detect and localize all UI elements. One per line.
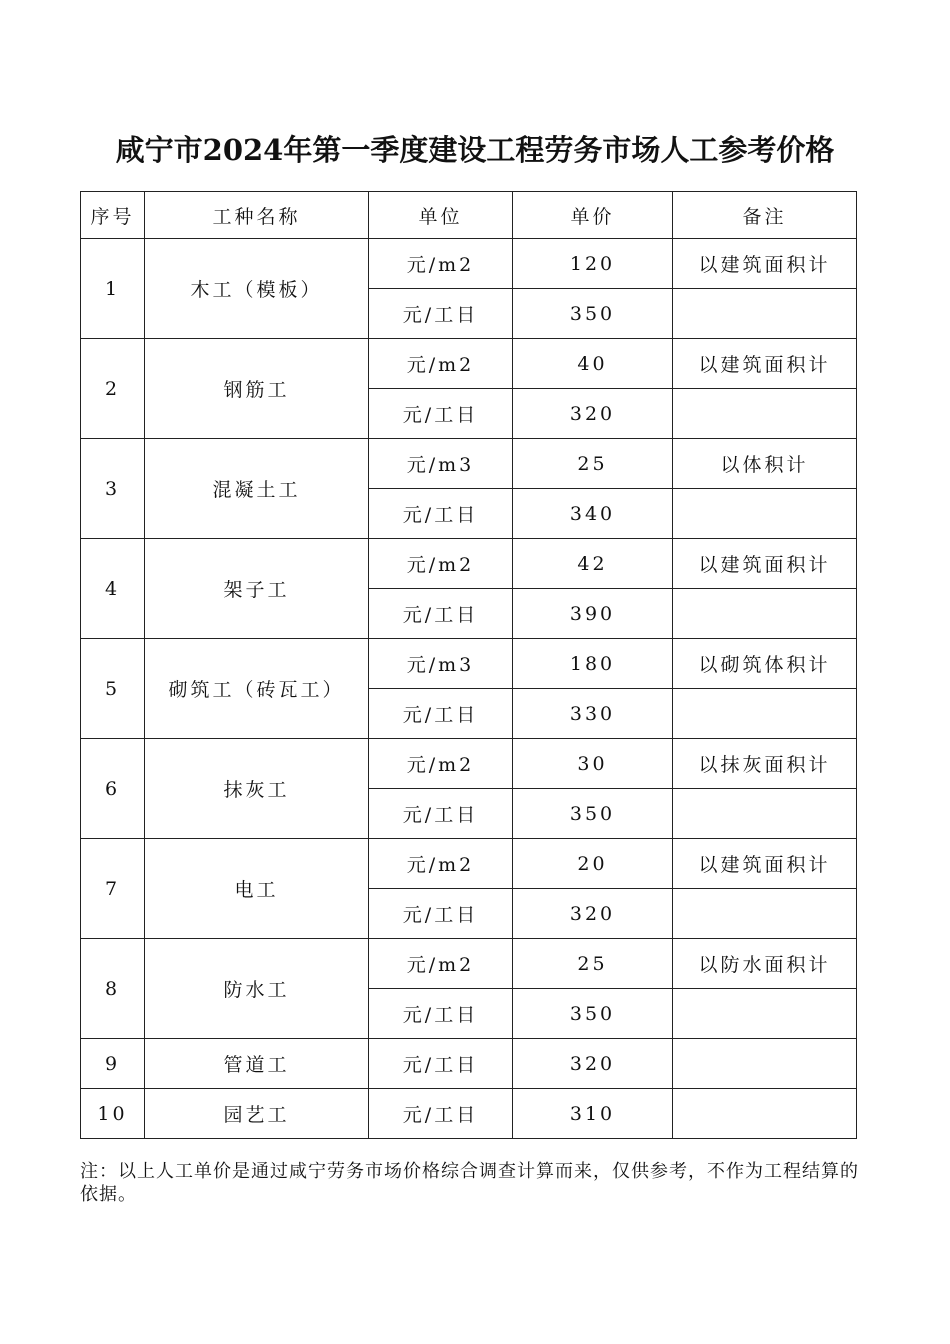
cell-seq: 8 — [81, 939, 145, 1039]
cell-unit: 元/工日 — [369, 589, 513, 639]
cell-price: 350 — [513, 789, 673, 839]
table-row — [81, 439, 857, 489]
cell-unit: 元/工日 — [369, 1039, 513, 1089]
cell-name: 木工（模板） — [145, 239, 369, 339]
cell-price: 25 — [513, 439, 673, 489]
cell-name: 钢筋工 — [145, 339, 369, 439]
cell-seq: 1 — [81, 239, 145, 339]
cell-price: 320 — [513, 389, 673, 439]
cell-unit: 元/工日 — [369, 689, 513, 739]
cell-price: 310 — [513, 1089, 673, 1139]
cell-note — [673, 1089, 857, 1139]
cell-price: 120 — [513, 239, 673, 289]
cell-note: 以防水面积计 — [673, 939, 857, 989]
cell-name: 电工 — [145, 839, 369, 939]
cell-unit: 元/工日 — [369, 389, 513, 439]
table-row — [81, 639, 857, 689]
cell-name: 抹灰工 — [145, 739, 369, 839]
cell-note — [673, 689, 857, 739]
cell-unit: 元/工日 — [369, 889, 513, 939]
price-table — [80, 191, 857, 1139]
table-row — [81, 339, 857, 389]
cell-note — [673, 989, 857, 1039]
cell-note — [673, 889, 857, 939]
cell-seq: 10 — [81, 1089, 145, 1139]
cell-unit: 元/m3 — [369, 639, 513, 689]
cell-note — [673, 589, 857, 639]
header-seq: 序号 — [81, 192, 145, 239]
cell-note: 以建筑面积计 — [673, 239, 857, 289]
cell-seq: 2 — [81, 339, 145, 439]
cell-price: 390 — [513, 589, 673, 639]
cell-unit: 元/工日 — [369, 1089, 513, 1139]
table-row — [81, 739, 857, 789]
table-row — [81, 1089, 857, 1139]
cell-price: 330 — [513, 689, 673, 739]
cell-unit: 元/m2 — [369, 339, 513, 389]
table-row — [81, 839, 857, 889]
header-price: 单价 — [513, 192, 673, 239]
cell-unit: 元/工日 — [369, 489, 513, 539]
cell-name: 砌筑工（砖瓦工） — [145, 639, 369, 739]
header-note: 备注 — [673, 192, 857, 239]
cell-note — [673, 389, 857, 439]
page-title: 咸宁市2024年第一季度建设工程劳务市场人工参考价格 — [115, 133, 835, 167]
table-row — [81, 239, 857, 289]
cell-price: 320 — [513, 1039, 673, 1089]
cell-name: 防水工 — [145, 939, 369, 1039]
table-row — [81, 1039, 857, 1089]
cell-price: 350 — [513, 289, 673, 339]
cell-price: 30 — [513, 739, 673, 789]
cell-unit: 元/工日 — [369, 289, 513, 339]
cell-name: 架子工 — [145, 539, 369, 639]
cell-unit: 元/m2 — [369, 539, 513, 589]
cell-unit: 元/工日 — [369, 989, 513, 1039]
cell-seq: 3 — [81, 439, 145, 539]
cell-price: 40 — [513, 339, 673, 389]
cell-price: 350 — [513, 989, 673, 1039]
cell-seq: 5 — [81, 639, 145, 739]
cell-name: 管道工 — [145, 1039, 369, 1089]
table-header-row — [81, 192, 857, 239]
cell-unit: 元/m3 — [369, 439, 513, 489]
cell-price: 20 — [513, 839, 673, 889]
cell-unit: 元/m2 — [369, 939, 513, 989]
footnote: 注：以上人工单价是通过咸宁劳务市场价格综合调查计算而来，仅供参考，不作为工程结算的依据。 — [80, 1161, 859, 1205]
header-name: 工种名称 — [145, 192, 369, 239]
cell-seq: 4 — [81, 539, 145, 639]
cell-name: 混凝土工 — [145, 439, 369, 539]
cell-note — [673, 489, 857, 539]
cell-note: 以体积计 — [673, 439, 857, 489]
cell-price: 320 — [513, 889, 673, 939]
cell-note: 以砌筑体积计 — [673, 639, 857, 689]
cell-note: 以建筑面积计 — [673, 339, 857, 389]
cell-note: 以建筑面积计 — [673, 839, 857, 889]
cell-unit: 元/工日 — [369, 789, 513, 839]
cell-note: 以建筑面积计 — [673, 539, 857, 589]
table-row — [81, 939, 857, 989]
table-row — [81, 539, 857, 589]
cell-seq: 6 — [81, 739, 145, 839]
cell-note — [673, 289, 857, 339]
cell-price: 340 — [513, 489, 673, 539]
cell-price: 25 — [513, 939, 673, 989]
cell-unit: 元/m2 — [369, 839, 513, 889]
cell-note — [673, 789, 857, 839]
cell-note — [673, 1039, 857, 1089]
cell-price: 42 — [513, 539, 673, 589]
cell-note: 以抹灰面积计 — [673, 739, 857, 789]
cell-seq: 9 — [81, 1039, 145, 1089]
cell-seq: 7 — [81, 839, 145, 939]
cell-unit: 元/m2 — [369, 239, 513, 289]
cell-price: 180 — [513, 639, 673, 689]
cell-name: 园艺工 — [145, 1089, 369, 1139]
cell-unit: 元/m2 — [369, 739, 513, 789]
header-unit: 单位 — [369, 192, 513, 239]
